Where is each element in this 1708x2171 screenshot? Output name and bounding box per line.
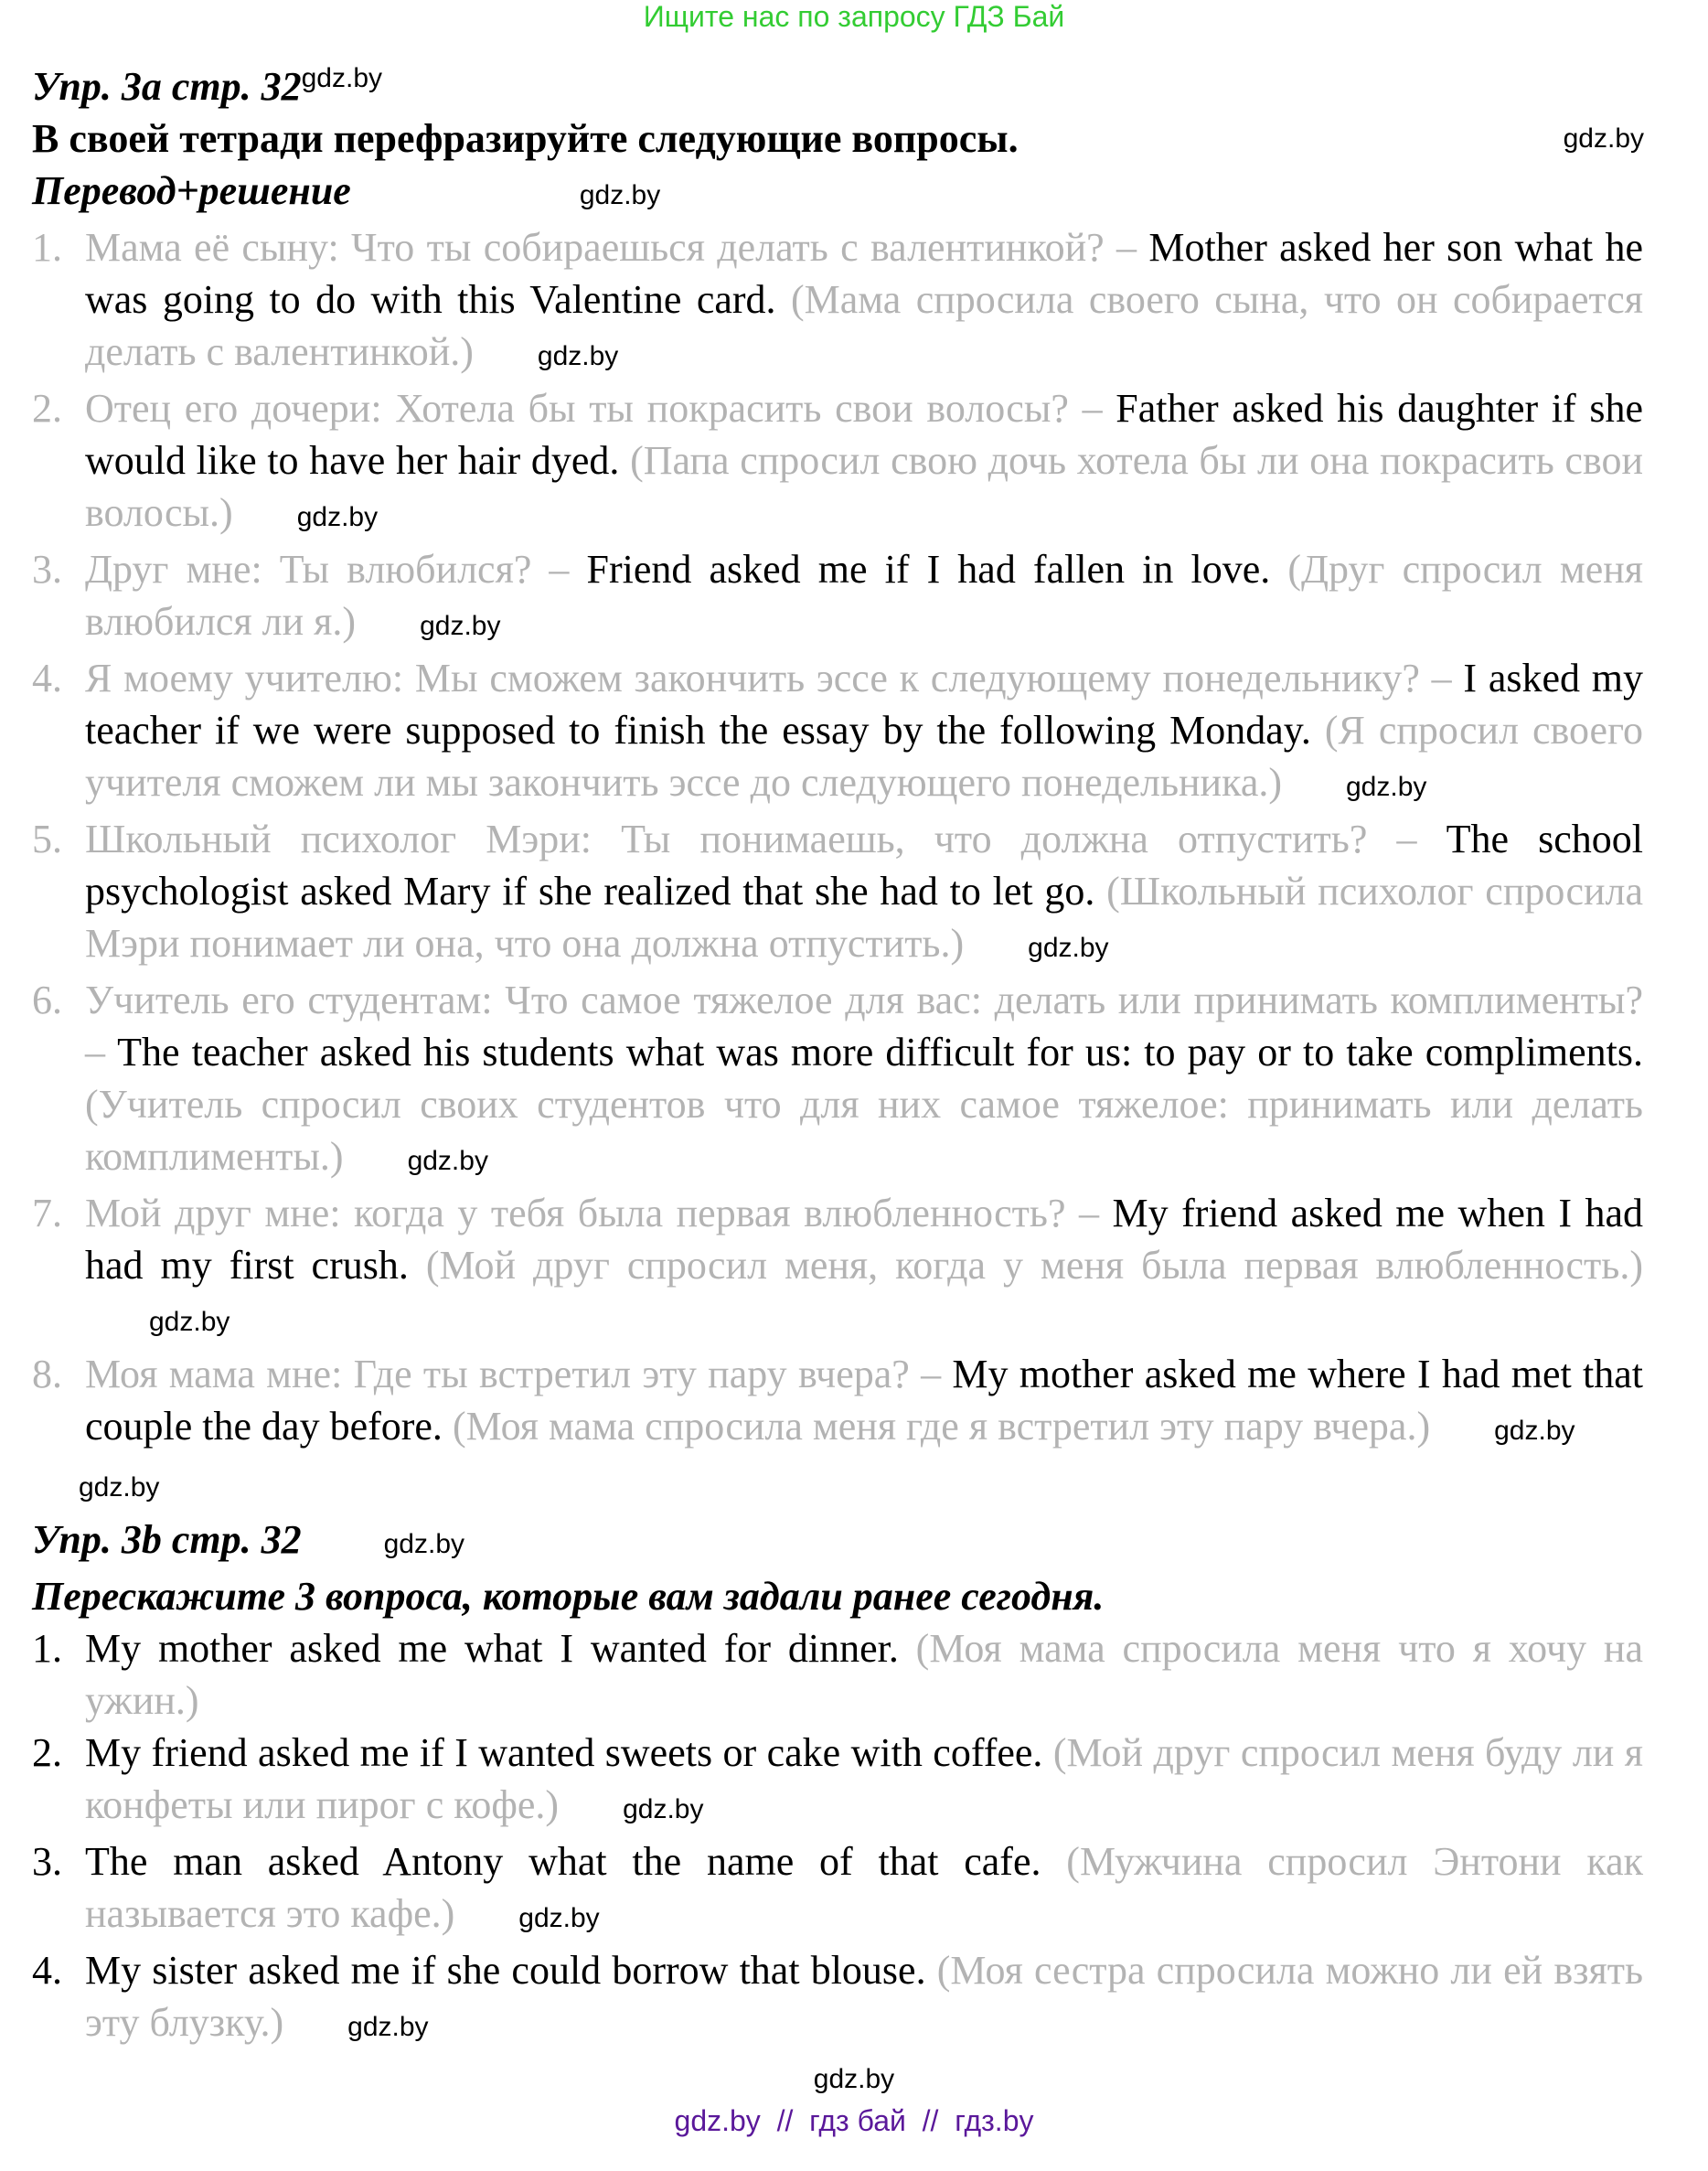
- list-item: [0, 1727, 1643, 1835]
- watermark: gdz.by: [813, 2064, 895, 2094]
- exercise-3a-task-text: В своей тетради перефразируйте следующие вопросы.: [32, 116, 1019, 161]
- reported-speech-answer: The teacher asked his students what was more difficult for us: to pay or to take compliments.: [117, 1030, 1644, 1075]
- item-number: 1.: [32, 1626, 62, 1671]
- list-item: [0, 1944, 1643, 2053]
- list-item: [0, 813, 1643, 974]
- reported-speech-answer: Friend asked me if I had fallen in love.: [586, 547, 1271, 592]
- watermark: gdz.by: [347, 2012, 429, 2042]
- exercise-3a-subtitle-text: Перевод+решение: [32, 168, 351, 213]
- item-number: 3.: [32, 547, 62, 592]
- reported-speech-answer: My friend asked me when I had had my first crush.: [85, 1191, 1644, 1288]
- watermark: gdz.by: [79, 1472, 160, 1503]
- reported-speech-answer: The school psychologist asked Mary if she realized that she had to let go.: [85, 817, 1644, 914]
- original-question: Школьный психолог Мэри: Ты понимаешь, что должна отпустить? –: [85, 817, 1417, 861]
- watermark: gdz.by: [1346, 772, 1427, 802]
- reported-speech-answer: I asked my teacher if we were supposed to finish the essay by the following Monday.: [85, 656, 1643, 753]
- translation: (Друг спросил меня влюбился ли я.): [85, 547, 1644, 644]
- exercise-3b-title: [0, 1513, 1708, 1570]
- list-item: [0, 382, 1643, 543]
- watermark: gdz.by: [579, 180, 661, 210]
- reported-speech-answer: My sister asked me if she could borrow that blouse.: [85, 1948, 926, 1993]
- translation: (Моя мама спросила меня что я хочу на ужин.): [85, 1626, 1643, 1723]
- item-number: 2.: [32, 386, 62, 431]
- exercise-3a-title: [0, 52, 1708, 112]
- item-number: 4.: [32, 656, 62, 700]
- translation: (Мой друг спросил меня буду ли я конфеты или пирог с кофе.): [85, 1730, 1644, 1827]
- item-number: 7.: [32, 1191, 62, 1235]
- watermark: gdz.by: [383, 1529, 465, 1559]
- watermark: gdz.by: [1563, 123, 1644, 154]
- list-item: [0, 1835, 1643, 1944]
- watermark: gdz.by: [518, 1903, 600, 1933]
- list-item: [0, 221, 1643, 382]
- watermark: gdz.by: [623, 1794, 704, 1824]
- watermark: gdz.by: [1494, 1416, 1575, 1446]
- exercise-3a-task: [0, 112, 1708, 165]
- exercise-3b-title-text: Упр. 3b стр. 32: [32, 1517, 302, 1562]
- reported-speech-answer: Mother asked her son what he was going to do with this Valentine card.: [85, 225, 1644, 322]
- original-question: Мой друг мне: когда у тебя была первая влюбленность? –: [85, 1191, 1099, 1235]
- watermark: gdz.by: [407, 1146, 488, 1176]
- reported-speech-answer: My friend asked me if I wanted sweets or cake with coffee.: [85, 1730, 1043, 1775]
- exercise-3b-list: [0, 1622, 1708, 2053]
- exercise-3a-list: [0, 221, 1708, 1457]
- translation: (Мама спросила своего сына, что он собирается делать с валентинкой.): [85, 277, 1644, 374]
- watermark: gdz.by: [1028, 933, 1109, 963]
- reported-speech-answer: Father asked his daughter if she would like to have her hair dyed.: [85, 386, 1643, 483]
- translation: (Моя мама спросила меня где я встретил эту пару вчера.): [452, 1404, 1431, 1449]
- reported-speech-answer: My mother asked me what I wanted for dinner.: [85, 1626, 899, 1671]
- translation: (Мужчина спросил Энтони как называется это кафе.): [85, 1839, 1643, 1936]
- original-question: Я моему учителю: Мы сможем закончить эссе к следующему понедельнику? –: [85, 656, 1452, 700]
- watermark: gdz.by: [537, 341, 619, 371]
- translation: (Папа спросил свою дочь хотела бы ли она покрасить свои волосы.): [85, 438, 1643, 535]
- translation: (Я спросил своего учителя сможем ли мы закончить эссе до следующего понедельника.): [85, 708, 1643, 805]
- original-question: Друг мне: Ты влюбился? –: [85, 547, 570, 592]
- translation: (Моя сестра спросила можно ли ей взять эту блузку.): [85, 1948, 1644, 2045]
- watermark-row: [0, 1457, 1708, 1513]
- item-number: 3.: [32, 1839, 62, 1884]
- reported-speech-answer: My mother asked me where I had met that couple the day before.: [85, 1352, 1643, 1449]
- translation: (Учитель спросил своих студентов что для них самое тяжелое: принимать или делать комплименты.): [85, 1082, 1643, 1179]
- watermark: gdz.by: [301, 63, 383, 93]
- watermark: gdz.by: [149, 1307, 230, 1337]
- item-number: 4.: [32, 1948, 62, 1993]
- original-question: Отец его дочери: Хотела бы ты покрасить свои волосы? –: [85, 386, 1103, 431]
- search-banner: Ищите нас по запросу ГДЗ Бай: [643, 0, 1065, 33]
- list-item: [0, 1622, 1643, 1727]
- translation: (Школьный психолог спросила Мэри понимает ли она, что она должна отпустить.): [85, 869, 1644, 966]
- original-question: Учитель его студентам: Что самое тяжелое для вас: делать или принимать комплименты? –: [85, 978, 1643, 1075]
- item-number: 6.: [32, 978, 62, 1022]
- item-number: 2.: [32, 1730, 62, 1775]
- exercise-3a-title-text: Упр. 3а стр. 32: [32, 64, 302, 109]
- translation: (Мой друг спросил меня, когда у меня была первая влюбленность.): [425, 1243, 1643, 1288]
- list-item: [0, 652, 1643, 813]
- original-question: Мама её сыну: Что ты собираешься делать с валентинкой? –: [85, 225, 1137, 270]
- document-body: [0, 52, 1708, 2102]
- reported-speech-answer: The man asked Antony what the name of that cafe.: [85, 1839, 1041, 1884]
- original-question: Моя мама мне: Где ты встретил эту пару вчера? –: [85, 1352, 942, 1396]
- list-item: [0, 1187, 1643, 1348]
- item-number: 5.: [32, 817, 62, 861]
- watermark: gdz.by: [420, 611, 501, 641]
- item-number: 1.: [32, 225, 62, 270]
- footer-links: gdz.by // гдз бай // гдз.by: [674, 2104, 1034, 2137]
- item-number: 8.: [32, 1352, 62, 1396]
- list-item: [0, 543, 1643, 652]
- exercise-3b-task: Перескажите 3 вопроса, которые вам задали ранее сегодня.: [32, 1574, 1105, 1619]
- watermark: gdz.by: [296, 502, 379, 532]
- exercise-3a-subtitle: [0, 165, 1708, 221]
- list-item: [0, 1348, 1643, 1457]
- list-item: [0, 974, 1643, 1187]
